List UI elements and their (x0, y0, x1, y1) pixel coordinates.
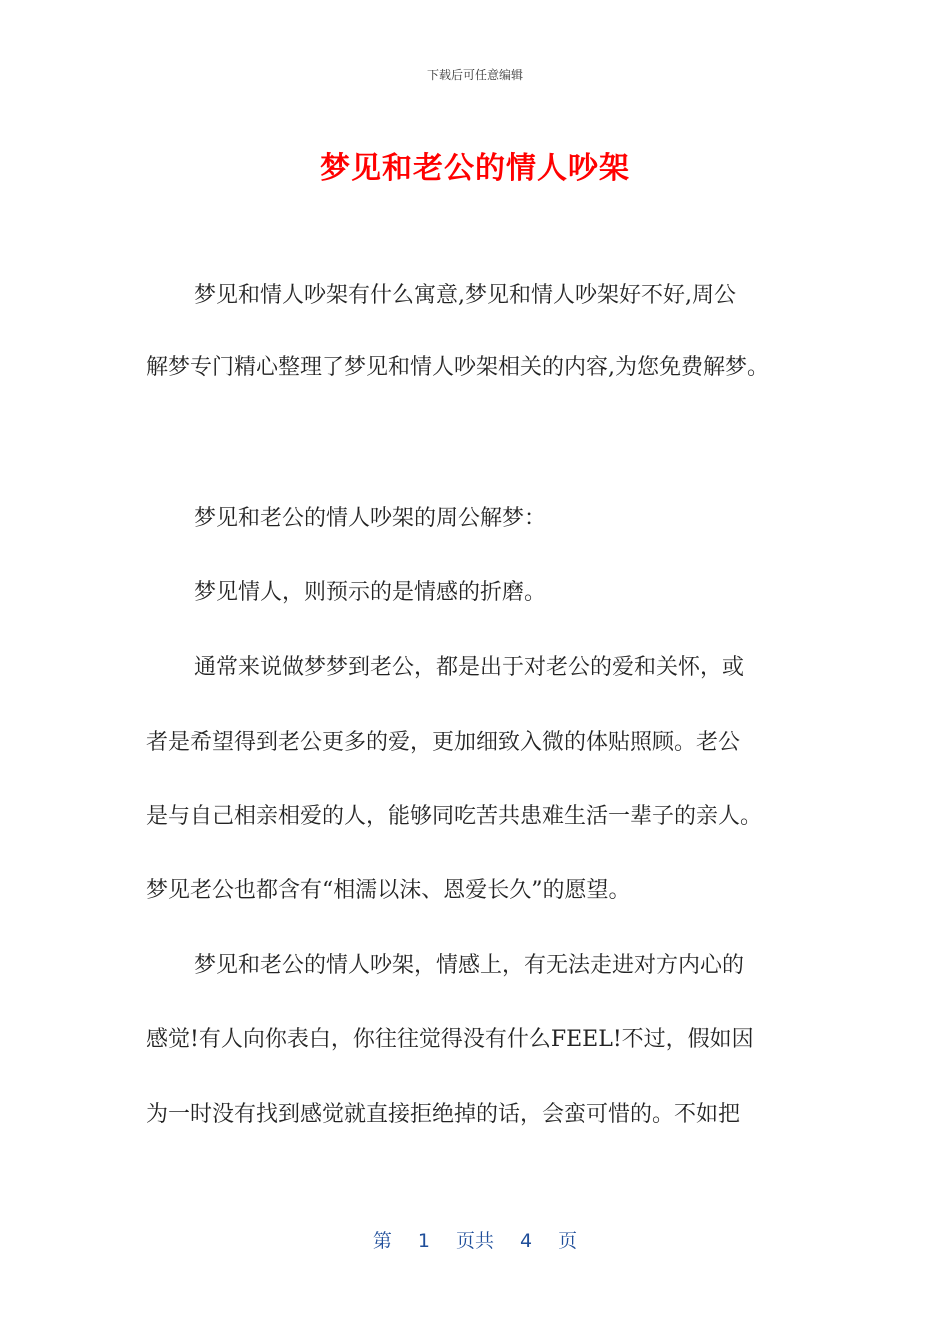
page-footer (0, 1226, 950, 1253)
body-line: 梦见老公也都含有“相濡以沫、恩爱长久”的愿望。 (146, 878, 631, 903)
body-line: 者是希望得到老公更多的爱，更加细致入微的体贴照顾。老公 (146, 730, 741, 755)
footer-middle: 页共 (455, 1230, 494, 1252)
body-line: 梦见情人，则预示的是情感的折磨。 (194, 580, 547, 605)
document-title: 梦见和老公的情人吵架 (320, 151, 630, 186)
body-line: 感觉!有人向你表白，你往往觉得没有什么FEEL!不过，假如因 (146, 1027, 754, 1052)
body-line: 是与自己相亲相爱的人，能够同吃苦共患难生活一辈子的亲人。 (146, 804, 763, 829)
section-heading: 梦见和老公的情人吵架的周公解梦： (194, 506, 547, 531)
header-note: 下载后可任意编辑 (426, 68, 523, 82)
footer-total-pages: 4 (520, 1230, 533, 1252)
footer-prefix: 第 (372, 1230, 392, 1252)
body-line: 为一时没有找到感觉就直接拒绝掉的话，会蛮可惜的。不如把 (146, 1102, 741, 1127)
body-line: 梦见和情人吵架有什么寓意,梦见和情人吵架好不好,周公 (194, 283, 736, 308)
body-line: 解梦专门精心整理了梦见和情人吵架相关的内容,为您免费解梦。 (146, 355, 769, 380)
footer-current-page: 1 (417, 1230, 430, 1252)
body-line: 梦见和老公的情人吵架，情感上，有无法走进对方内心的 (194, 953, 745, 978)
body-line: 通常来说做梦梦到老公，都是出于对老公的爱和关怀，或 (194, 655, 745, 680)
footer-suffix: 页 (558, 1230, 578, 1252)
